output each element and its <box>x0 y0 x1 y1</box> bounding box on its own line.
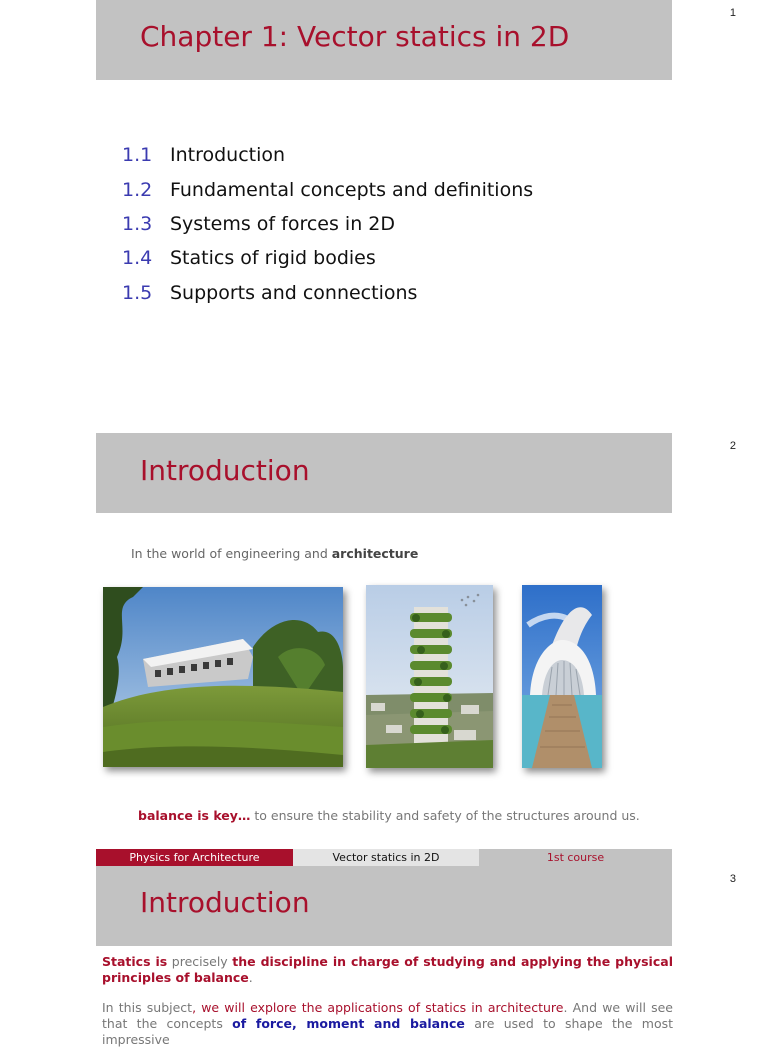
toc-number: 1.5 <box>122 281 153 304</box>
chapter-name: Vector statics in 2D <box>293 849 479 866</box>
course-name: Physics for Architecture <box>96 849 293 866</box>
slide-title: Introduction <box>140 454 310 487</box>
toc-number: 1.4 <box>122 247 153 270</box>
chapter-title: Chapter 1: Vector statics in 2D <box>140 20 570 53</box>
toc-number: 1.3 <box>122 212 153 235</box>
photo-cantilever-house <box>103 587 343 767</box>
caption-text: balance is key… to ensure the stability and safety of the structures around us. <box>138 808 640 823</box>
page-number: 1 <box>729 7 736 19</box>
toc-number: 1.2 <box>122 178 153 201</box>
paragraph: In this subject, we will explore the applications of statics in architecture. And we will see that the concepts of force, moment and balance are used to shape the most impressive <box>102 1000 674 1047</box>
toc-label: Statics of rigid bodies <box>170 247 376 270</box>
toc-item[interactable] <box>122 241 533 275</box>
toc-label: Fundamental concepts and definitions <box>170 178 534 201</box>
toc-label: Introduction <box>170 144 286 167</box>
slide-title: Introduction <box>140 886 310 919</box>
toc-number: 1.1 <box>122 144 153 167</box>
toc-label: Systems of forces in 2D <box>170 212 396 235</box>
photo-opera-house <box>522 585 602 768</box>
course-year: 1st course <box>479 849 672 866</box>
paragraph: Statics is precisely the discipline in charge of studying and applying the physical principles of balance. <box>102 954 673 985</box>
toc-item[interactable] <box>122 172 533 206</box>
toc-item[interactable] <box>122 207 533 241</box>
slide-header <box>96 433 672 513</box>
toc-item[interactable] <box>122 276 533 310</box>
table-of-contents <box>122 138 533 310</box>
page-number: 3 <box>729 873 736 885</box>
chapter-header <box>96 0 672 80</box>
toc-label: Supports and connections <box>170 281 418 304</box>
page-number: 2 <box>729 440 736 452</box>
photo-vertical-forest-tower <box>366 585 493 768</box>
toc-item[interactable] <box>122 138 533 172</box>
slide-header <box>96 866 672 946</box>
intro-text: In the world of engineering and architecture <box>131 546 419 561</box>
course-footer-bar <box>96 849 672 866</box>
